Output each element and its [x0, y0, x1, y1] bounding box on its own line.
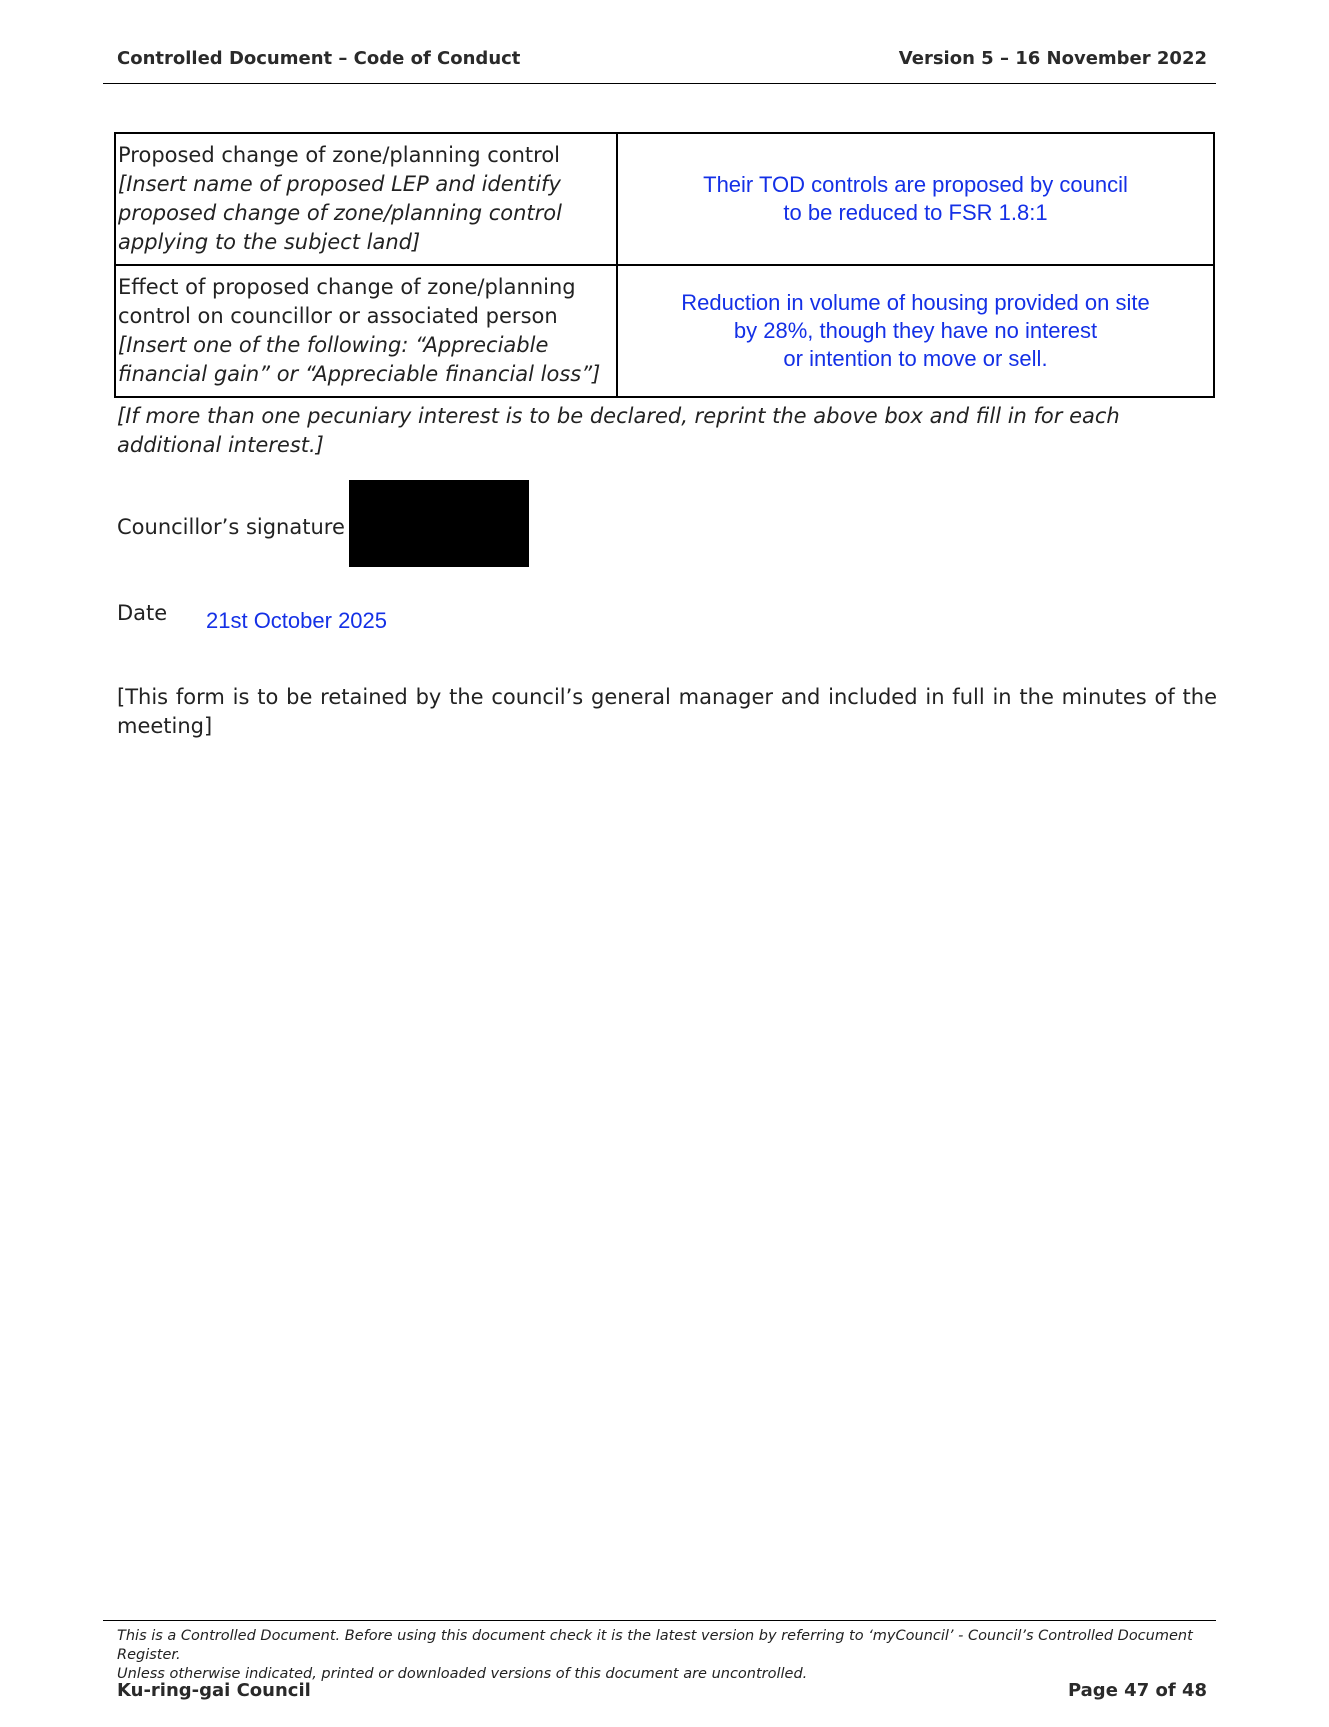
header-document-title: Controlled Document – Code of Conduct — [117, 48, 521, 69]
row-value-cell — [617, 265, 1214, 397]
footer-organisation: Ku-ring-gai Council — [117, 1680, 311, 1701]
footer-divider — [103, 1620, 1216, 1621]
table-row — [115, 265, 1214, 397]
page-number: Page 47 of 48 — [1067, 1680, 1207, 1701]
row-value-line: or intention to move or sell. — [783, 346, 1048, 371]
date-value: 21st October 2025 — [206, 608, 388, 633]
additional-interest-note: [If more than one pecuniary interest is to be declared, reprint the above box and fill in for each additional interest.] — [117, 404, 1120, 457]
row-value-line: by 28%, though they have no interest — [733, 318, 1098, 343]
redacted-signature — [349, 480, 529, 567]
row-value-cell — [617, 133, 1214, 265]
row-label-cell — [115, 133, 617, 265]
signature-label: Councillor’s signature — [117, 515, 345, 539]
row-label-main: Proposed change of zone/planning control — [118, 143, 561, 167]
retention-note: [This form is to be retained by the council’s general manager and included in full in the minutes of the meeting] — [117, 685, 1217, 738]
date-label: Date — [117, 601, 168, 625]
row-label-instruction: [Insert name of proposed LEP and identify proposed change of zone/planning control applying to the subject land] — [118, 172, 562, 254]
row-label-cell — [115, 265, 617, 397]
row-value-line: Their TOD controls are proposed by council — [703, 172, 1128, 197]
footer-controlled-note — [117, 1627, 1217, 1684]
row-label-instruction: [Insert one of the following: “Appreciable financial gain” or “Appreciable financial loss”] — [118, 333, 601, 386]
table-row — [115, 133, 1214, 265]
footer-note-line: Unless otherwise indicated, printed or downloaded versions of this document are uncontrolled. — [117, 1666, 808, 1682]
row-label-main: Effect of proposed change of zone/planning control on councillor or associated person — [118, 275, 576, 328]
header-version: Version 5 – 16 November 2022 — [898, 48, 1207, 69]
declaration-table — [114, 132, 1215, 398]
row-value-line: to be reduced to FSR 1.8:1 — [783, 200, 1048, 225]
header-divider — [103, 83, 1216, 84]
footer-note-line: This is a Controlled Document. Before using this document check it is the latest version by referring to ‘myCouncil’ - Council’s Controlled Document Register. — [117, 1628, 1193, 1663]
row-value-line: Reduction in volume of housing provided on site — [681, 290, 1150, 315]
